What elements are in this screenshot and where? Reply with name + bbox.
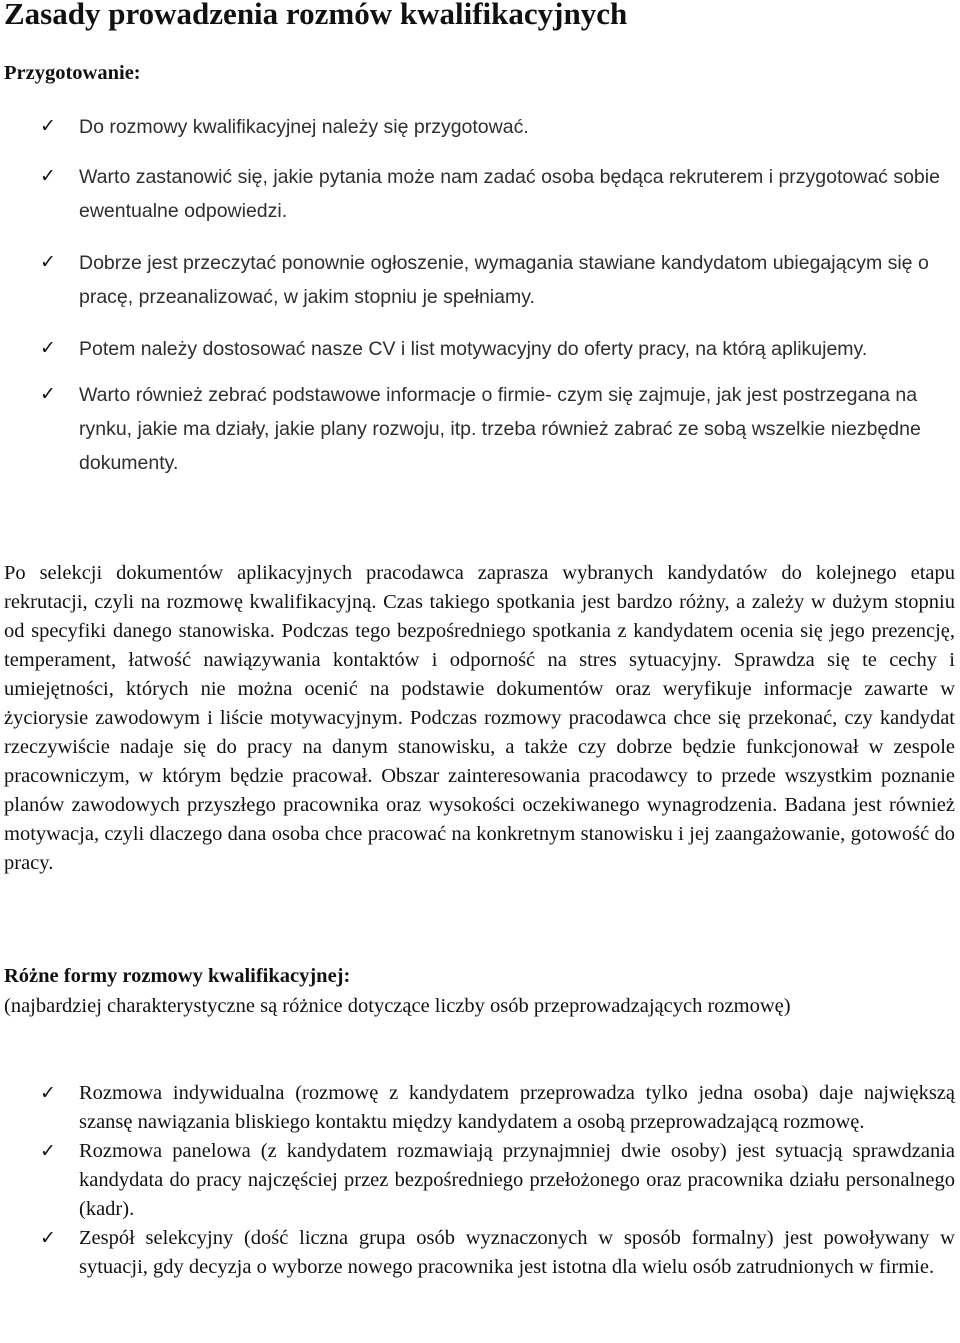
page-title: Zasady prowadzenia rozmów kwalifikacyjnych — [4, 0, 628, 31]
check-icon: ✓ — [40, 1082, 56, 1104]
check-icon: ✓ — [40, 165, 56, 187]
list-item-text: Rozmowa indywidualna (rozmowę z kandydatem przeprowadza tylko jedna osoba) daje największą szansę nawiązania bliskiego kontaktu między kandydatem a osobą przeprowadzającą rozmowę. — [79, 1082, 955, 1133]
check-icon: ✓ — [40, 115, 56, 137]
preparation-heading: Przygotowanie: — [4, 62, 141, 84]
list-item — [0, 110, 953, 144]
main-paragraph: Po selekcji dokumentów aplikacyjnych pracodawca zaprasza wybranych kandydatów do kolejnego etapu rekrutacji, czyli na rozmowę kwalifikacyjną. Czas takiego spotkania jest bardzo różny, a zależy w dużym stopniu od specyfiki danego stanowiska. Podczas tego bezpośredniego spotkania z kandydatem ocenia się jego prezencję, temperament, łatwość nawiązywania kontaktów i odporność na stres sytuacyjny. Sprawdza się te cechy i umiejętności, których nie można ocenić na podstawie dokumentów oraz weryfikuje informacje zawarte w życiorysie zawodowym i liście motywacyjnym. Podczas rozmowy pracodawca chce się przekonać, czy kandydat rzeczywiście nadaje się do pracy na danym stanowisku, a także czy dobrze będzie funkcjonował w zespole pracowniczym, w którym będzie pracował. Obszar zainteresowania pracodawcy to przede wszystkim poznanie planów zawodowych przyszłego pracownika oraz wysokości oczekiwanego wynagrodzenia. Badana jest również motywacja, czyli dlaczego dana osoba chce pracować na konkretnym stanowisku i jej zaangażowanie, gotowość do pracy. — [4, 562, 955, 874]
list-item — [0, 160, 953, 228]
list-item — [0, 1224, 955, 1282]
check-icon: ✓ — [40, 1140, 56, 1162]
list-item-text: Warto zastanowić się, jakie pytania może nam zadać osoba będąca rekruterem i przygotować sobie ewentualne odpowiedzi. — [79, 166, 940, 222]
check-icon: ✓ — [40, 1227, 56, 1249]
list-item-text: Do rozmowy kwalifikacyjnej należy się przygotować. — [79, 116, 529, 138]
list-item — [0, 378, 953, 480]
check-icon: ✓ — [40, 337, 56, 359]
check-icon: ✓ — [40, 383, 56, 405]
check-icon: ✓ — [40, 251, 56, 273]
forms-checklist — [0, 1079, 955, 1282]
forms-intro: (najbardziej charakterystyczne są różnice dotyczące liczby osób przeprowadzających rozmowę) — [4, 995, 791, 1017]
list-item — [0, 246, 953, 314]
list-item-text: Rozmowa panelowa (z kandydatem rozmawiają przynajmniej dwie osoby) jest sytuacją sprawdzania kandydata do pracy najczęściej przez bezpośredniego przełożonego oraz pracownika działu personalnego (kadr). — [79, 1140, 955, 1220]
list-item — [0, 332, 953, 366]
list-item-text: Zespół selekcyjny (dość liczna grupa osób wyznaczonych w sposób formalny) jest powoływany w sytuacji, gdy decyzja o wyborze nowego pracownika jest istotna dla wielu osób zatrudnionych w firmie. — [79, 1227, 955, 1278]
forms-heading: Różne formy rozmowy kwalifikacyjnej: — [4, 965, 351, 987]
list-item-text: Dobrze jest przeczytać ponownie ogłoszenie, wymagania stawiane kandydatom ubiegającym się o pracę, przeanalizować, w jakim stopniu je spełniamy. — [79, 252, 929, 308]
preparation-checklist — [0, 110, 953, 498]
list-item-text: Warto również zebrać podstawowe informacje o firmie- czym się zajmuje, jak jest postrzegana na rynku, jakie ma działy, jakie plany rozwoju, itp. trzeba również zabrać ze sobą wszelkie niezbędne dokumenty. — [79, 384, 921, 474]
list-item — [0, 1137, 955, 1224]
list-item — [0, 1079, 955, 1137]
list-item-text: Potem należy dostosować nasze CV i list motywacyjny do oferty pracy, na którą aplikujemy. — [79, 338, 868, 360]
